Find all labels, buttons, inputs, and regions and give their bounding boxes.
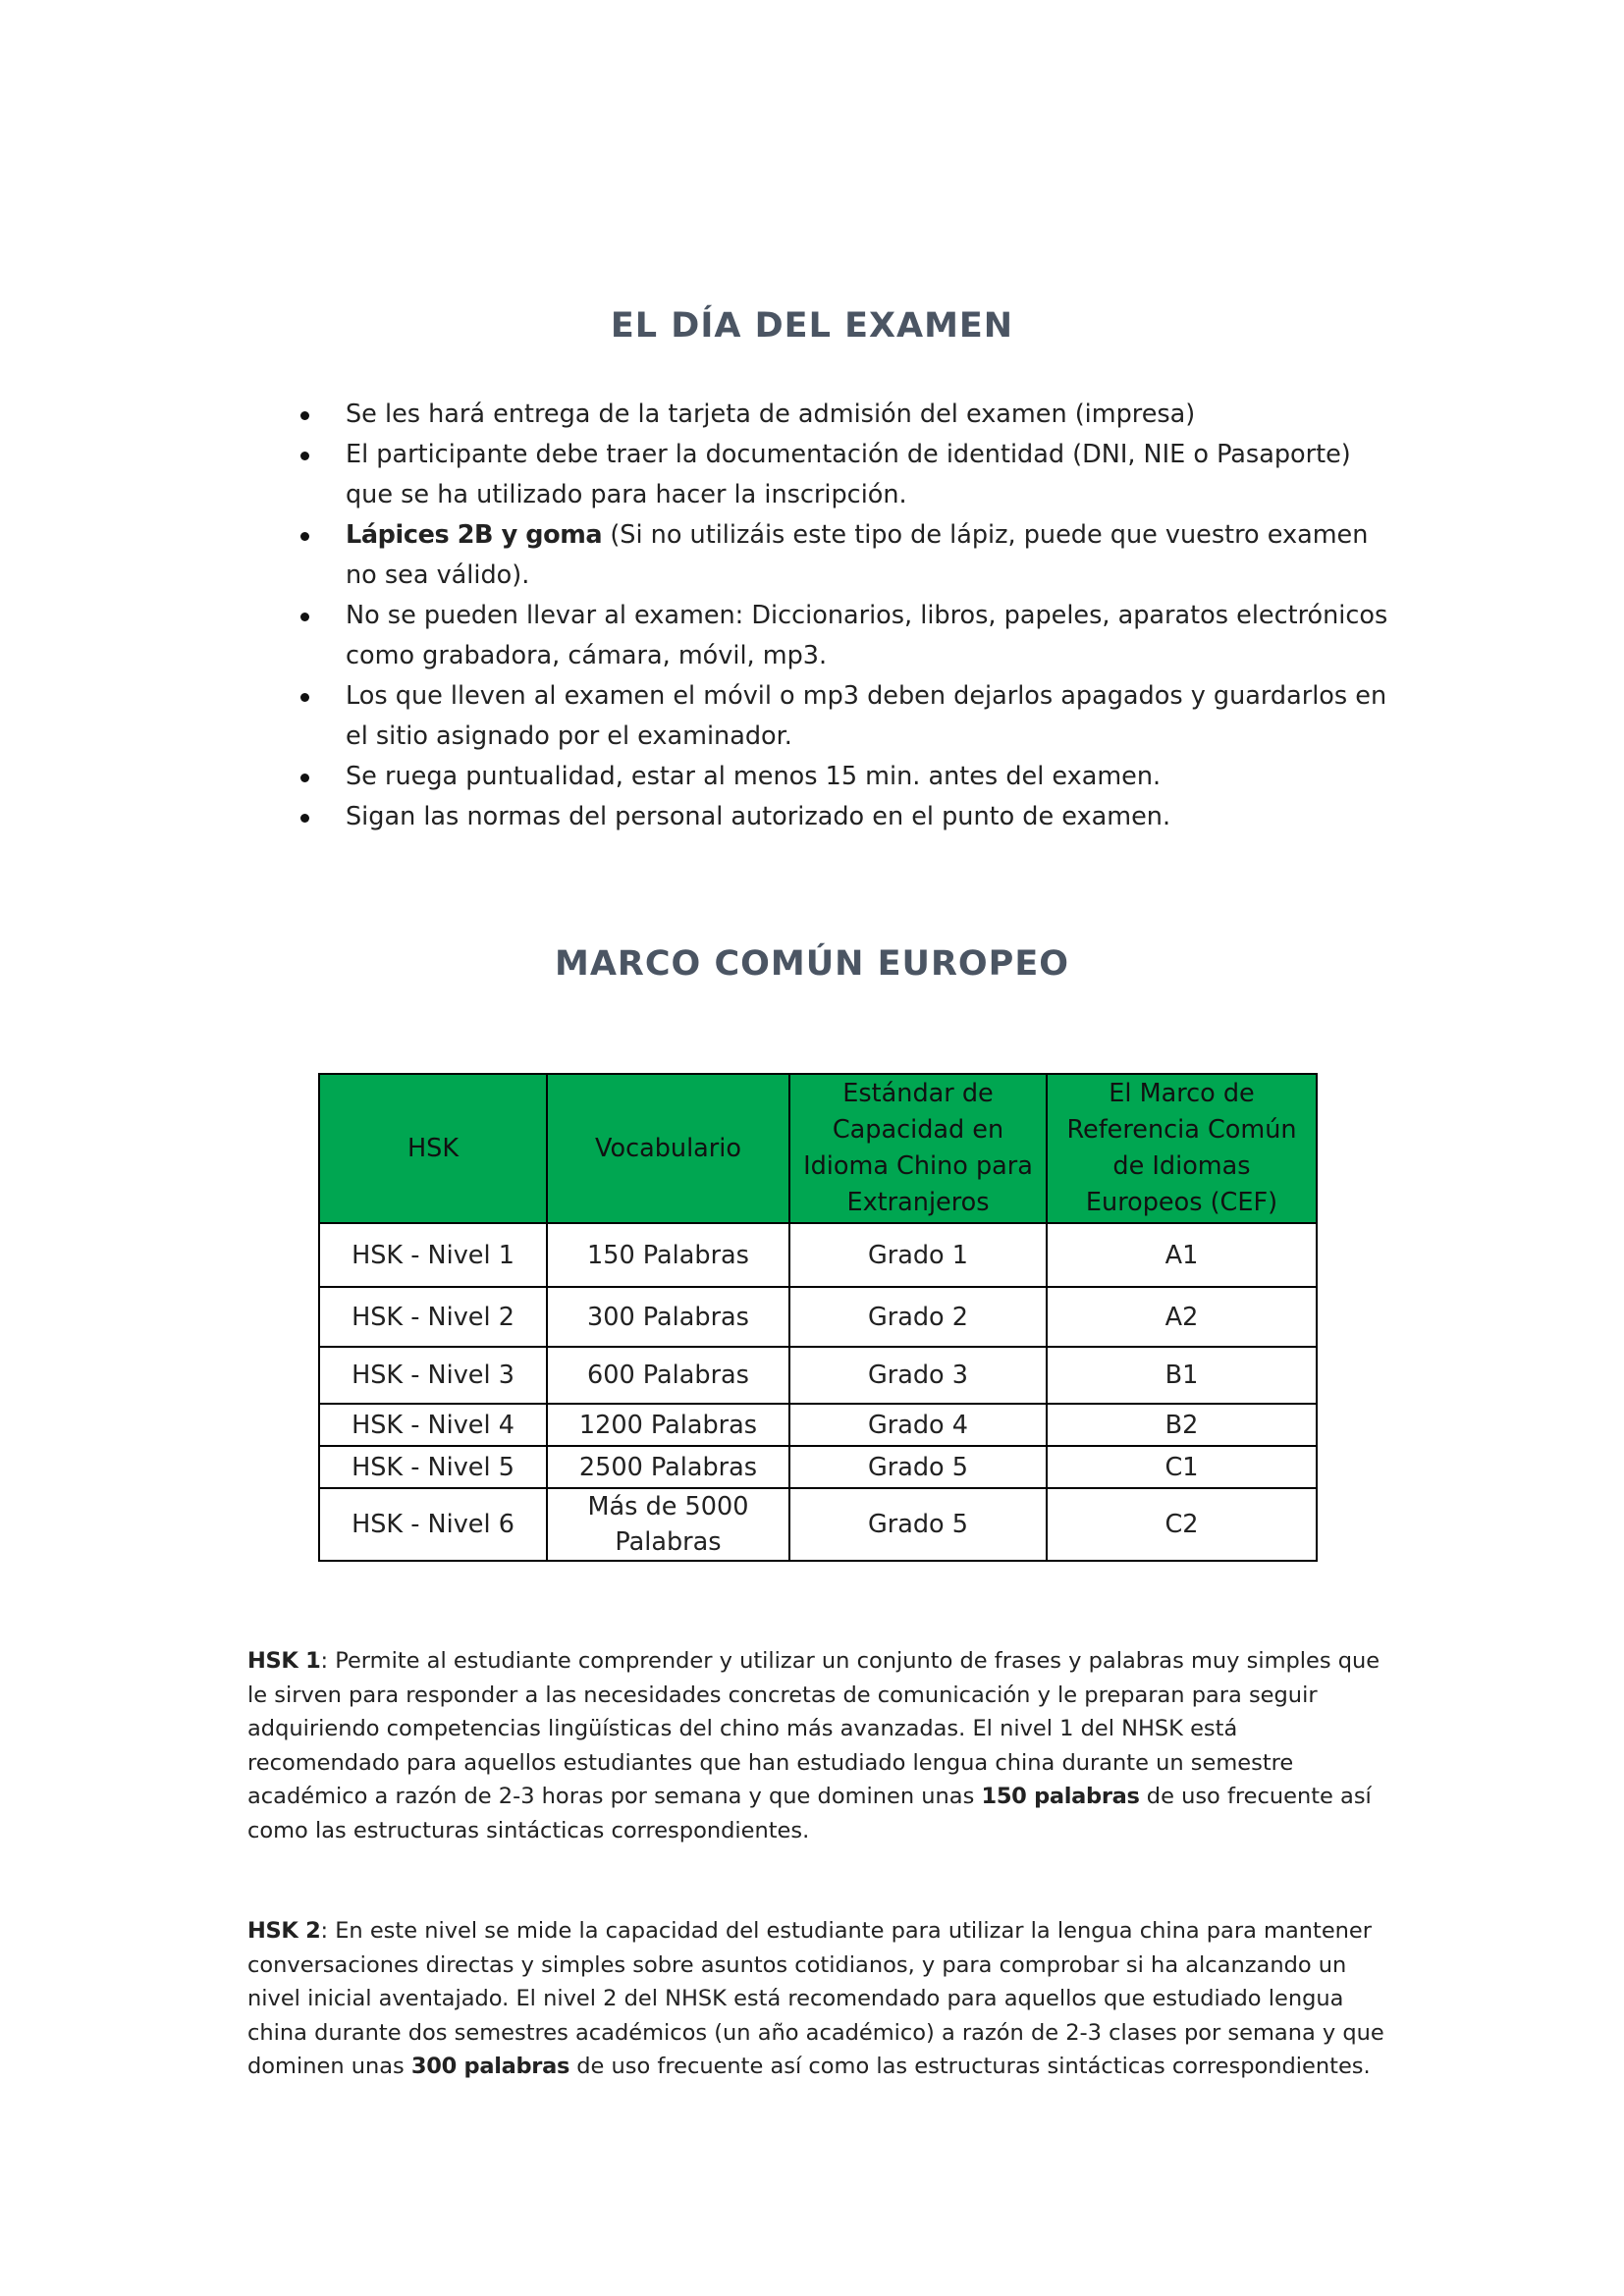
exam-day-title: EL DÍA DEL EXAMEN [610,306,1014,346]
table-cell: HSK - Nivel 1 [319,1223,547,1287]
bullet-text: No se pueden llevar al examen: Diccionarios, libros, papeles, aparatos electrónicos como grabadora, cámara, móvil, mp3. [346,601,1388,670]
table-cell: Grado 1 [789,1223,1047,1287]
bullet-text: (Si no utilizáis este tipo de lápiz, puede que vuestro examen no sea válido). [346,520,1369,590]
bullet-text: Se ruega puntualidad, estar al menos 15 min. antes del examen. [346,762,1162,791]
bullet-icon [300,774,309,782]
list-item [285,757,1394,797]
table-row [319,1488,1317,1561]
table-row [319,1223,1317,1287]
european-framework-title: MARCO COMÚN EUROPEO [554,944,1069,984]
table-cell: C1 [1047,1446,1317,1488]
table-cell: A2 [1047,1287,1317,1347]
list-item [285,596,1394,676]
list-item [285,515,1394,596]
hsk2-description [247,1914,1386,2084]
table-row [319,1287,1317,1347]
table-cell: HSK - Nivel 3 [319,1347,547,1404]
table-cell: Grado 5 [789,1488,1047,1561]
hsk1-label: HSK 1 [247,1648,321,1674]
table-cell: 1200 Palabras [547,1404,789,1446]
table-cell: Grado 2 [789,1287,1047,1347]
table-cell: 600 Palabras [547,1347,789,1404]
table-cell: Grado 3 [789,1347,1047,1404]
hsk-levels-table [318,1073,1318,1562]
table-cell: 300 Palabras [547,1287,789,1347]
table-cell: 150 Palabras [547,1223,789,1287]
list-item [285,395,1394,435]
table-row [319,1404,1317,1446]
list-item [285,797,1394,837]
bullet-text: Los que lleven al examen el móvil o mp3 deben dejarlos apagados y guardarlos en el sitio asignado por el examinador. [346,681,1387,751]
hsk1-text-a: : Permite al estudiante comprender y utilizar un conjunto de frases y palabras muy simples que le sirven para responder a las necesidades concretas de comunicación y le preparan para seguir adquiriendo competencias lingüísticas del chino más avanzadas. El nivel 1 del NHSK está recomendado para aquellos estudiantes que han estudiado lengua china durante un semestre académico a razón de 2-3 horas por semana y que dominen unas [247,1648,1380,1809]
table-cell: HSK - Nivel 6 [319,1488,547,1561]
header-estandar: Estándar de Capacidad en Idioma Chino para Extranjeros [789,1074,1047,1223]
table-cell: Grado 5 [789,1446,1047,1488]
table-row [319,1347,1317,1404]
table-row [319,1446,1317,1488]
hsk1-description [247,1644,1386,1847]
list-item [285,435,1394,515]
list-item [285,676,1394,757]
bullet-text: Se les hará entrega de la tarjeta de admisión del examen (impresa) [346,400,1196,429]
exam-day-rules-list [285,395,1394,837]
table-cell: C2 [1047,1488,1317,1561]
bullet-text: Sigan las normas del personal autorizado en el punto de examen. [346,802,1171,831]
table-cell: Grado 4 [789,1404,1047,1446]
hsk1-text-b: de uso frecuente así como las estructuras sintácticas correspondientes. [247,1784,1372,1843]
header-cef: El Marco de Referencia Común de Idiomas Europeos (CEF) [1047,1074,1317,1223]
header-hsk: HSK [319,1074,547,1223]
table-cell: HSK - Nivel 5 [319,1446,547,1488]
bullet-text: El participante debe traer la documentación de identidad (DNI, NIE o Pasaporte) que se ha utilizado para hacer la inscripción. [346,440,1351,509]
table-cell: Más de 5000 Palabras [547,1488,789,1561]
bullet-icon [300,693,309,702]
hsk2-text-b: de uso frecuente así como las estructuras sintácticas correspondientes. [569,2054,1371,2079]
hsk2-text-a: : En este nivel se mide la capacidad del estudiante para utilizar la lengua china para mantener conversaciones directas y simples sobre asuntos cotidianos, y para comprobar si ha alcanzando un nivel inicial aventajado. El nivel 2 del NHSK está recomendado para aquellos que estudiado lengua china durante dos semestres académicos (un año académico) a razón de 2-3 clases por semana y que dominen unas [247,1918,1384,2079]
bullet-icon [300,814,309,823]
table-cell: B2 [1047,1404,1317,1446]
hsk1-bold: 150 palabras [981,1784,1140,1809]
header-vocabulario: Vocabulario [547,1074,789,1223]
bullet-icon [300,613,309,621]
bullet-icon [300,452,309,460]
bullet-icon [300,532,309,541]
table-cell: B1 [1047,1347,1317,1404]
hsk2-label: HSK 2 [247,1918,321,1944]
bullet-bold-text: Lápices 2B y goma [346,520,603,550]
table-cell: HSK - Nivel 4 [319,1404,547,1446]
table-cell: 2500 Palabras [547,1446,789,1488]
table-cell: HSK - Nivel 2 [319,1287,547,1347]
table-cell: A1 [1047,1223,1317,1287]
hsk2-bold: 300 palabras [410,2054,570,2079]
bullet-icon [300,411,309,420]
table-header-row [319,1074,1317,1223]
